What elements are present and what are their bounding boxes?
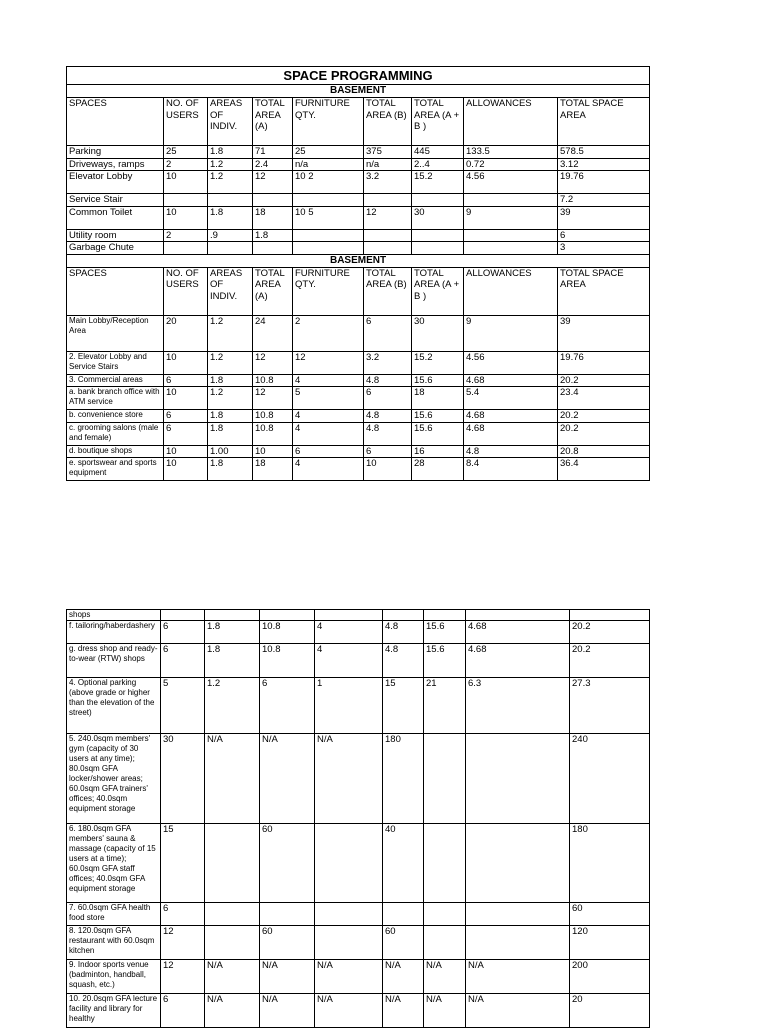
value-cell: 20.2 <box>570 644 650 678</box>
value-cell <box>466 824 570 903</box>
table-row <box>67 445 650 458</box>
value-cell: 10.8 <box>260 644 315 678</box>
section-heading: BASEMENT <box>67 85 650 98</box>
value-cell: 9 <box>464 206 558 229</box>
space-name-cell: SPACES <box>67 267 164 315</box>
value-cell: N/A <box>260 734 315 824</box>
value-cell: N/A <box>205 734 260 824</box>
space-name-cell: e. sportswear and sports equipment <box>67 458 164 481</box>
value-cell: 10 2 <box>293 171 364 194</box>
table-row <box>67 387 650 410</box>
space-name-cell: 10. 20.0sqm GFA lecture facility and library for healthy <box>67 994 161 1028</box>
value-cell: 1.2 <box>208 315 253 351</box>
value-cell: NO. OF USERS <box>164 98 208 146</box>
table-row <box>67 610 650 621</box>
space-name-cell: 7. 60.0sqm GFA health food store <box>67 903 161 926</box>
value-cell: 15 <box>383 678 424 734</box>
value-cell <box>424 734 466 824</box>
value-cell: TOTAL SPACE AREA <box>558 267 650 315</box>
value-cell: 23.4 <box>558 387 650 410</box>
page-title: SPACE PROGRAMMING <box>67 67 650 85</box>
value-cell <box>315 903 383 926</box>
value-cell: 12 <box>161 926 205 960</box>
value-cell: 15.2 <box>412 351 464 374</box>
value-cell: 4.8 <box>383 644 424 678</box>
space-name-cell: 5. 240.0sqm members' gym (capacity of 30 users at any time); 80.0sqm GFA locker/shower areas; 60.0sqm GFA trainers' offices; 40.0sqm equipment storage <box>67 734 161 824</box>
value-cell: 2 <box>164 158 208 171</box>
value-cell: 6 <box>164 374 208 387</box>
value-cell: 6 <box>161 903 205 926</box>
value-cell: 1.8 <box>205 621 260 644</box>
value-cell: 6 <box>293 445 364 458</box>
value-cell: 10.8 <box>253 374 293 387</box>
value-cell <box>466 734 570 824</box>
value-cell <box>466 610 570 621</box>
value-cell: 10.8 <box>253 410 293 423</box>
value-cell <box>364 229 412 242</box>
value-cell: 1.2 <box>205 678 260 734</box>
table-row <box>67 206 650 229</box>
table-row <box>67 146 650 159</box>
value-cell: 1.8 <box>205 644 260 678</box>
value-cell: 1.2 <box>208 158 253 171</box>
value-cell: 1.8 <box>253 229 293 242</box>
value-cell: N/A <box>315 734 383 824</box>
table-row <box>67 644 650 678</box>
value-cell <box>315 824 383 903</box>
value-cell: 20.8 <box>558 445 650 458</box>
table-row <box>67 315 650 351</box>
space-name-cell: 4. Optional parking (above grade or higher than the elevation of the street) <box>67 678 161 734</box>
value-cell <box>464 194 558 207</box>
value-cell: 1.2 <box>208 351 253 374</box>
value-cell: 1.8 <box>208 146 253 159</box>
space-name-cell: 2. Elevator Lobby and Service Stairs <box>67 351 164 374</box>
value-cell <box>364 194 412 207</box>
value-cell <box>293 194 364 207</box>
value-cell: 2..4 <box>412 158 464 171</box>
space-name-cell: 3. Commercial areas <box>67 374 164 387</box>
value-cell: TOTAL SPACE AREA <box>558 98 650 146</box>
value-cell <box>315 610 383 621</box>
value-cell: 1.00 <box>208 445 253 458</box>
value-cell: 30 <box>412 206 464 229</box>
space-name-cell: shops <box>67 610 161 621</box>
value-cell: 28 <box>412 458 464 481</box>
space-name-cell: g. dress shop and ready-to-wear (RTW) shops <box>67 644 161 678</box>
value-cell: 4 <box>293 458 364 481</box>
value-cell <box>260 610 315 621</box>
value-cell: 30 <box>161 734 205 824</box>
value-cell: 3.2 <box>364 171 412 194</box>
value-cell <box>570 610 650 621</box>
value-cell: 60 <box>260 926 315 960</box>
space-name-cell: Garbage Chute <box>67 242 164 255</box>
space-name-cell: Driveways, ramps <box>67 158 164 171</box>
space-name-cell: d. boutique shops <box>67 445 164 458</box>
space-name-cell: f. tailoring/haberdashery <box>67 621 161 644</box>
table-row <box>67 171 650 194</box>
space-name-cell: a. bank branch office with ATM service <box>67 387 164 410</box>
space-name-cell: Common Toilet <box>67 206 164 229</box>
value-cell <box>412 242 464 255</box>
value-cell <box>205 610 260 621</box>
value-cell <box>253 242 293 255</box>
value-cell: 4.8 <box>364 422 412 445</box>
value-cell: 6 <box>364 315 412 351</box>
value-cell: 24 <box>253 315 293 351</box>
value-cell <box>464 229 558 242</box>
value-cell <box>164 194 208 207</box>
value-cell <box>464 242 558 255</box>
value-cell: 60 <box>260 824 315 903</box>
value-cell: 15.6 <box>412 410 464 423</box>
value-cell: 1.8 <box>208 410 253 423</box>
value-cell: 10 <box>164 206 208 229</box>
value-cell: 133.5 <box>464 146 558 159</box>
header-row <box>67 98 650 146</box>
section-heading-row <box>67 254 650 267</box>
value-cell: 15.2 <box>412 171 464 194</box>
value-cell: 12 <box>253 387 293 410</box>
value-cell: N/A <box>383 994 424 1028</box>
section-heading: BASEMENT <box>67 254 650 267</box>
value-cell: 36.4 <box>558 458 650 481</box>
value-cell: 15.6 <box>412 422 464 445</box>
value-cell: TOTAL AREA (A) <box>253 98 293 146</box>
value-cell: 10 <box>164 445 208 458</box>
value-cell <box>293 242 364 255</box>
value-cell: 15.6 <box>412 374 464 387</box>
value-cell: N/A <box>260 960 315 994</box>
table-row <box>67 926 650 960</box>
value-cell <box>412 194 464 207</box>
value-cell: NO. OF USERS <box>164 267 208 315</box>
value-cell: 6 <box>558 229 650 242</box>
value-cell <box>364 242 412 255</box>
value-cell: N/A <box>424 994 466 1028</box>
value-cell: 445 <box>412 146 464 159</box>
value-cell: 10 <box>253 445 293 458</box>
value-cell: N/A <box>205 960 260 994</box>
value-cell: 12 <box>161 960 205 994</box>
value-cell: 60 <box>383 926 424 960</box>
value-cell: FURNITURE QTY. <box>293 98 364 146</box>
value-cell <box>205 926 260 960</box>
value-cell: 25 <box>164 146 208 159</box>
value-cell <box>161 610 205 621</box>
value-cell: 10 <box>164 387 208 410</box>
value-cell: N/A <box>383 960 424 994</box>
table-row <box>67 994 650 1028</box>
value-cell: 12 <box>253 171 293 194</box>
value-cell <box>424 903 466 926</box>
value-cell: 18 <box>253 206 293 229</box>
value-cell <box>383 610 424 621</box>
value-cell: 6 <box>161 644 205 678</box>
table-row <box>67 410 650 423</box>
value-cell: 1.8 <box>208 206 253 229</box>
value-cell: 4 <box>293 422 364 445</box>
value-cell <box>466 903 570 926</box>
value-cell: 60 <box>570 903 650 926</box>
table-row <box>67 678 650 734</box>
value-cell: 6 <box>164 422 208 445</box>
value-cell: 12 <box>364 206 412 229</box>
value-cell: 15 <box>161 824 205 903</box>
value-cell: 12 <box>253 351 293 374</box>
value-cell <box>205 824 260 903</box>
value-cell: 19.76 <box>558 351 650 374</box>
value-cell: 20.2 <box>558 422 650 445</box>
value-cell: 71 <box>253 146 293 159</box>
value-cell: 6 <box>161 621 205 644</box>
value-cell: 2 <box>293 315 364 351</box>
value-cell: N/A <box>315 994 383 1028</box>
table-row <box>67 960 650 994</box>
value-cell: 6 <box>161 994 205 1028</box>
value-cell <box>205 903 260 926</box>
value-cell: ALLOWANCES <box>464 267 558 315</box>
value-cell: AREAS OF INDIV. <box>208 267 253 315</box>
value-cell: 4.8 <box>383 621 424 644</box>
space-name-cell: b. convenience store <box>67 410 164 423</box>
space-name-cell: Elevator Lobby <box>67 171 164 194</box>
value-cell: 25 <box>293 146 364 159</box>
value-cell <box>383 903 424 926</box>
value-cell: n/a <box>364 158 412 171</box>
value-cell: .9 <box>208 229 253 242</box>
value-cell: N/A <box>424 960 466 994</box>
value-cell: 1.8 <box>208 458 253 481</box>
table-row <box>67 422 650 445</box>
value-cell: FURNITURE QTY. <box>293 267 364 315</box>
value-cell: 10.8 <box>253 422 293 445</box>
value-cell: AREAS OF INDIV. <box>208 98 253 146</box>
space-name-cell: 6. 180.0sqm GFA members' sauna & massage (capacity of 15 users at a time); 60.0sqm GFA staff offices; 40.0sqm GFA equipment storage <box>67 824 161 903</box>
value-cell <box>315 926 383 960</box>
value-cell: 3.2 <box>364 351 412 374</box>
value-cell: TOTAL AREA (B) <box>364 98 412 146</box>
value-cell: 2 <box>164 229 208 242</box>
value-cell: 10 <box>164 351 208 374</box>
table-row <box>67 242 650 255</box>
value-cell: 15.6 <box>424 621 466 644</box>
value-cell <box>164 242 208 255</box>
value-cell: 0.72 <box>464 158 558 171</box>
value-cell: 19.76 <box>558 171 650 194</box>
value-cell: 27.3 <box>570 678 650 734</box>
value-cell: 9 <box>464 315 558 351</box>
value-cell: N/A <box>315 960 383 994</box>
value-cell: N/A <box>260 994 315 1028</box>
value-cell: ALLOWANCES <box>464 98 558 146</box>
value-cell <box>424 926 466 960</box>
space-name-cell: Service Stair <box>67 194 164 207</box>
value-cell: TOTAL AREA (A + B ) <box>412 98 464 146</box>
value-cell: 4.68 <box>464 422 558 445</box>
value-cell: 10.8 <box>260 621 315 644</box>
value-cell: N/A <box>466 994 570 1028</box>
value-cell: TOTAL AREA (B) <box>364 267 412 315</box>
table-row <box>67 734 650 824</box>
table-row <box>67 621 650 644</box>
value-cell: N/A <box>466 960 570 994</box>
value-cell: 1.2 <box>208 387 253 410</box>
value-cell: 4.8 <box>464 445 558 458</box>
value-cell: 120 <box>570 926 650 960</box>
value-cell: 578.5 <box>558 146 650 159</box>
value-cell: 4 <box>315 644 383 678</box>
value-cell: 18 <box>412 387 464 410</box>
value-cell: 1.8 <box>208 422 253 445</box>
value-cell: 10 <box>164 171 208 194</box>
header-row <box>67 267 650 315</box>
value-cell <box>253 194 293 207</box>
table-row <box>67 351 650 374</box>
value-cell: n/a <box>293 158 364 171</box>
space-programming-table <box>66 66 650 481</box>
value-cell: 5.4 <box>464 387 558 410</box>
value-cell: 5 <box>293 387 364 410</box>
value-cell: 20.2 <box>558 410 650 423</box>
space-name-cell: Utility room <box>67 229 164 242</box>
value-cell: 4.68 <box>466 621 570 644</box>
value-cell <box>260 903 315 926</box>
value-cell: 6.3 <box>466 678 570 734</box>
table-row <box>67 824 650 903</box>
value-cell: N/A <box>205 994 260 1028</box>
value-cell: 40 <box>383 824 424 903</box>
value-cell: 39 <box>558 315 650 351</box>
value-cell: 6 <box>164 410 208 423</box>
value-cell: 21 <box>424 678 466 734</box>
value-cell: 16 <box>412 445 464 458</box>
value-cell: 3.12 <box>558 158 650 171</box>
value-cell <box>466 926 570 960</box>
value-cell: 2.4 <box>253 158 293 171</box>
value-cell: 240 <box>570 734 650 824</box>
value-cell: 20 <box>570 994 650 1028</box>
value-cell: 20 <box>164 315 208 351</box>
value-cell: 4.56 <box>464 171 558 194</box>
space-name-cell: 8. 120.0sqm GFA restaurant with 60.0sqm kitchen <box>67 926 161 960</box>
value-cell: 4 <box>315 621 383 644</box>
value-cell: 10 <box>164 458 208 481</box>
space-name-cell: Parking <box>67 146 164 159</box>
value-cell: 1 <box>315 678 383 734</box>
value-cell <box>412 229 464 242</box>
value-cell: 6 <box>364 445 412 458</box>
value-cell: 10 <box>364 458 412 481</box>
space-name-cell: Main Lobby/Reception Area <box>67 315 164 351</box>
value-cell <box>208 242 253 255</box>
value-cell: 5 <box>161 678 205 734</box>
value-cell: 20.2 <box>570 621 650 644</box>
space-name-cell: SPACES <box>67 98 164 146</box>
value-cell: 20.2 <box>558 374 650 387</box>
value-cell: 375 <box>364 146 412 159</box>
value-cell: TOTAL AREA (A) <box>253 267 293 315</box>
value-cell <box>208 194 253 207</box>
value-cell: 4.68 <box>466 644 570 678</box>
value-cell: 12 <box>293 351 364 374</box>
value-cell: 6 <box>364 387 412 410</box>
value-cell: 1.8 <box>208 374 253 387</box>
value-cell: 4 <box>293 410 364 423</box>
value-cell: 3 <box>558 242 650 255</box>
table-row <box>67 194 650 207</box>
value-cell: 180 <box>383 734 424 824</box>
value-cell: 4.68 <box>464 374 558 387</box>
value-cell: 8.4 <box>464 458 558 481</box>
value-cell: 4.56 <box>464 351 558 374</box>
value-cell: 6 <box>260 678 315 734</box>
value-cell <box>424 824 466 903</box>
value-cell: TOTAL AREA (A + B ) <box>412 267 464 315</box>
value-cell <box>293 229 364 242</box>
value-cell: 10 5 <box>293 206 364 229</box>
table-row <box>67 158 650 171</box>
space-name-cell: 9. Indoor sports venue (badminton, handball, squash, etc.) <box>67 960 161 994</box>
table-row <box>67 903 650 926</box>
space-programming-table-continued <box>66 609 650 1028</box>
value-cell: 30 <box>412 315 464 351</box>
value-cell: 4 <box>293 374 364 387</box>
value-cell: 39 <box>558 206 650 229</box>
value-cell: 7.2 <box>558 194 650 207</box>
value-cell: 4.68 <box>464 410 558 423</box>
value-cell: 18 <box>253 458 293 481</box>
value-cell: 1.2 <box>208 171 253 194</box>
table-row <box>67 458 650 481</box>
value-cell <box>424 610 466 621</box>
space-name-cell: c. grooming salons (male and female) <box>67 422 164 445</box>
table-row <box>67 374 650 387</box>
value-cell: 15.6 <box>424 644 466 678</box>
value-cell: 4.8 <box>364 410 412 423</box>
value-cell: 200 <box>570 960 650 994</box>
table-row <box>67 229 650 242</box>
value-cell: 4.8 <box>364 374 412 387</box>
value-cell: 180 <box>570 824 650 903</box>
